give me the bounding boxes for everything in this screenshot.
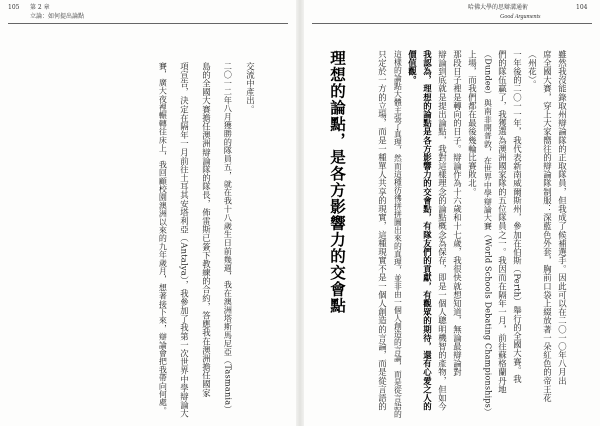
left-chapter-subtitle: 立論：如何提出論點 (30, 13, 85, 20)
right-page-number: 104 (576, 4, 588, 11)
left-text-line-3: 島的全國大賽擔任澳洲辯論隊的隊長，佈雷斯已簽下教練的合約，答應我在澳洲擔任國家 (201, 62, 212, 398)
right-text-line-8: 那段日子裡是轉向的日子。辯論作為十六歲和十七歲，我很快就想知道，無論最辯論對 (452, 50, 463, 377)
left-text-line-5: 賽，廣大夜裡輾轉往床上，我回顧校園澳洲以來的九年歲月，想著接下來，辯論會把我帶向何處。 (158, 62, 168, 415)
right-text-line-3: （州花）。 (527, 50, 538, 89)
right-text-line-11-emphasis: 價值觀。 (407, 50, 418, 85)
right-text-line-6: （Dundee）與南非開普敦，在世界中學辯論大賽（World Schools Debating Championships） (483, 50, 493, 417)
left-header-rule (8, 23, 288, 24)
right-text-line-5: 們的隊伍贏了，我獲選為澳洲國家隊的五位隊員之一。我因而在隔年一月，前往蘇格蘭丹地 (497, 50, 508, 394)
right-text-line-12: 這樣的論點大體主張了真理，然而這種彷彿拼拼圖出來的真理，並非由一個人創造的言論，而是從言語的 (393, 50, 403, 418)
left-chapter-label: 第 2 章 (30, 4, 50, 11)
left-text-line-2: 二〇一二年八月獲勝的隊員五，就在我十八歲生日前幾週，我在澳洲塔斯馬尼亞（Tasmania） (223, 62, 234, 414)
right-text-line-7: 上場，而我們都在最後幾輪比賽敗北。 (467, 50, 478, 197)
right-text-line-4: 一年後的二〇一一年，我代表新南威爾斯州，參加在伯斯（Perth）舉行的全國大賽。我 (512, 50, 523, 384)
right-book-title: 哈佛大學的思辯溝通術 (468, 4, 529, 11)
right-page (304, 0, 600, 426)
left-page (0, 0, 296, 426)
right-text-line-2: 席全國大賽，穿上大家嚮往的辯論隊制服：深藍色外套，胸前口袋上綴放著一朵紅色的帝王花 (542, 50, 553, 403)
left-text-line-1: 交流中產出。 (245, 62, 256, 114)
right-header-rule (312, 23, 592, 24)
right-text-line-10-emphasis: 我認為，理想的論點是各方影響力的交會點，有隊友們的貢獻，有觀眾的期待，還有心愛之人的 (422, 50, 433, 411)
right-book-title-en: Good Arguments (500, 14, 541, 20)
left-text-line-4: 項宣告，決定在隔年一月前往土耳其安塔利亞（Antalya），我參加了我第一次世界中學辯論大 (179, 62, 190, 418)
right-text-line-13: 只定於一方的立場，而是一種單人共享的現實，這種現實不是一個人創造的言論，而是從言語的 (377, 50, 388, 411)
left-page-number: 105 (8, 4, 20, 11)
right-text-line-1: 雖然我沒能錄取州辯論隊的正取隊員，但我成了候補選手。因此可以在二〇一〇年八月出 (557, 50, 568, 386)
book-gutter (296, 0, 304, 426)
section-heading: 理想的論點，是各方影響力的交會點 (328, 50, 347, 314)
right-text-line-9: 辯論到底就是提出論點，我對這樣理念的論點概念為保存，即是一個人聰明機智的產物，但如今 (437, 50, 448, 411)
